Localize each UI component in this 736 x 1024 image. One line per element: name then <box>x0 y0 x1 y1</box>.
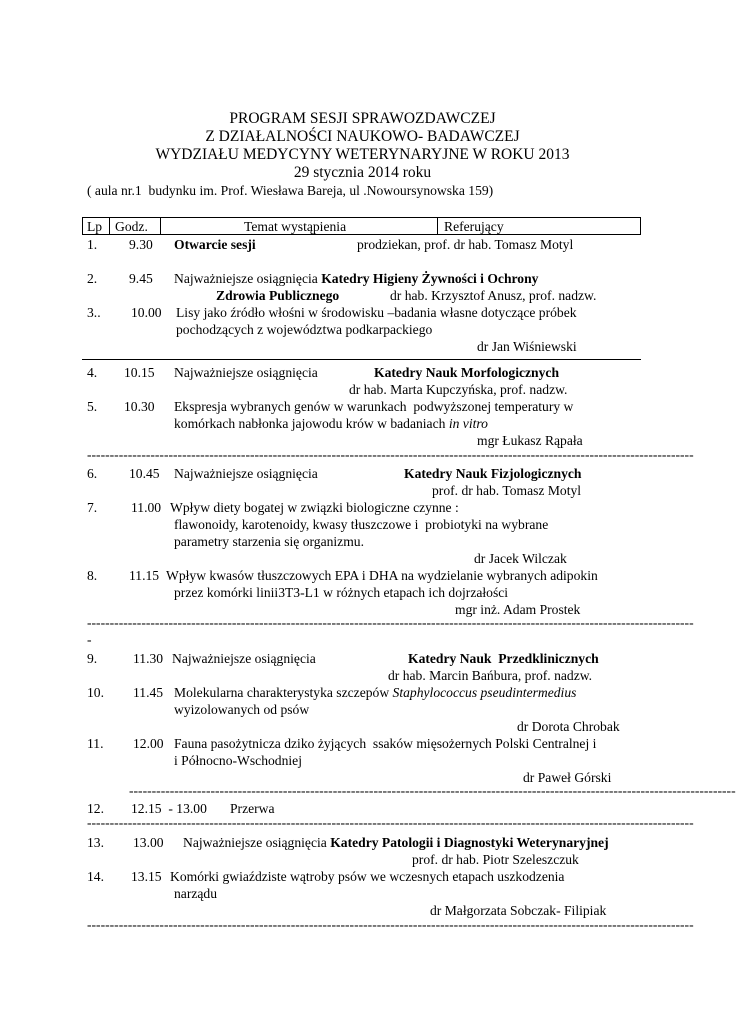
row-title-line-2: przez komórki linii3T3-L1 w różnych etapach ich dojrzałości <box>174 585 509 600</box>
row-title-prefix: Najważniejsze osiągnięcia <box>174 365 318 380</box>
row-title-line-2: flawonoidy, karotenoidy, kwasy tłuszczowe i probiotyki na wybrane <box>174 517 549 532</box>
row-title: Lisy jako źródło włośni w środowisku –badania własne dotyczące próbek <box>176 305 577 320</box>
title-line-3: WYDZIAŁU MEDYCYNY WETERYNARYJNE W ROKU 2013 <box>155 146 570 163</box>
row-title-department: Katedry Patologii i Diagnostyki Weterynaryjnej <box>330 835 609 850</box>
row-lp: 12. <box>87 801 104 816</box>
row-title: Fauna pasożytnicza dziko żyjących ssaków mięsożernych Polski Centralnej i <box>174 736 597 751</box>
row-speaker: prof. dr hab. Tomasz Motyl <box>432 483 582 498</box>
row-speaker: prodziekan, prof. dr hab. Tomasz Motyl <box>357 237 574 252</box>
row-time: 13.00 <box>133 835 164 850</box>
row-title-line-2: pochodzących z województwa podkarpackiego <box>176 322 433 337</box>
table-top-rule <box>82 217 641 218</box>
row-lp: 13. <box>87 835 104 850</box>
row-time: 13.15 <box>131 869 162 884</box>
row-time: 12.15 - 13.00 <box>131 801 207 816</box>
row-title-prefix: Najważniejsze osiągnięcia <box>174 466 318 481</box>
row-title: Komórki gwiaździste wątroby psów we wczesnych etapach uszkodzenia <box>170 869 565 884</box>
row-lp: 14. <box>87 869 104 884</box>
row-speaker: dr Paweł Górski <box>523 770 612 785</box>
header-temat: Temat wystąpienia <box>244 219 347 234</box>
break-label: Przerwa <box>230 801 275 816</box>
row-lp: 1. <box>87 237 98 252</box>
row-title-line-3: parametry starzenia się organizmu. <box>174 534 364 549</box>
row-title: Ekspresja wybranych genów w warunkach podwyższonej temperatury w <box>174 399 574 414</box>
row-title-prefix: Najważniejsze osiągnięcia <box>174 271 322 286</box>
row-speaker: mgr inż. Adam Prostek <box>455 602 581 617</box>
header-godz: Godz. <box>115 219 148 234</box>
dashed-separator: -------------------------------------------------------------------------------------------------------------------------------------- <box>87 615 694 630</box>
header-referujacy: Referujący <box>444 219 504 234</box>
row-title: Wpływ kwasów tłuszczowych EPA i DHA na wydzielanie wybranych adipokin <box>166 568 598 583</box>
table-border <box>160 217 161 234</box>
row-lp: 4. <box>87 365 98 380</box>
row-time: 9.30 <box>129 237 153 252</box>
table-header-rule <box>82 234 641 235</box>
row-speaker: dr Jacek Wilczak <box>474 551 567 566</box>
row-speaker: dr hab. Marta Kupczyńska, prof. nadzw. <box>349 382 568 397</box>
row-time: 10.45 <box>129 466 160 481</box>
row-title-department: Katedry Nauk Morfologicznych <box>374 365 560 380</box>
row-title-line-2: Zdrowia Publicznego <box>216 288 340 303</box>
dashed-separator: -------------------------------------------------------------------------------------------------------------------------------------- <box>87 447 694 462</box>
row-time: 11.15 <box>129 568 160 583</box>
row-speaker: mgr Łukasz Rąpała <box>477 433 583 448</box>
row-lp: 3.. <box>87 305 101 320</box>
session-date: 29 stycznia 2014 roku <box>293 164 432 181</box>
row-time: 11.45 <box>133 685 164 700</box>
row-title-line-2: wyizolowanych od psów <box>174 702 310 717</box>
row-title-italic: in vitro <box>448 416 488 431</box>
row-title <box>174 270 538 287</box>
row-speaker: dr hab. Marcin Bańbura, prof. nadzw. <box>388 668 593 683</box>
row-lp: 6. <box>87 466 98 481</box>
row-title-prefix: Najważniejsze osiągnięcia <box>183 835 331 850</box>
title-line-2: Z DZIAŁALNOŚCI NAUKOWO- BADAWCZEJ <box>205 128 520 145</box>
row-lp: 11. <box>87 736 104 751</box>
row-title-department: Katedry Higieny Żywności i Ochrony <box>321 271 539 286</box>
row-lp: 7. <box>87 500 98 515</box>
row-speaker: prof. dr hab. Piotr Szeleszczuk <box>412 852 579 867</box>
row-speaker: dr Dorota Chrobak <box>517 719 620 734</box>
row-title: Otwarcie sesji <box>174 237 256 252</box>
table-border <box>82 217 83 234</box>
row-time: 11.00 <box>131 500 162 515</box>
row-title-department: Katedry Nauk Fizjologicznych <box>404 466 582 481</box>
row-title-prefix: Najważniejsze osiągnięcia <box>172 651 316 666</box>
row-title-italic: Staphylococcus pseudintermedius <box>392 685 577 700</box>
row-title-line-2: narządu <box>174 886 218 901</box>
row-title: Wpływ diety bogatej w związki biologiczne czynne : <box>170 500 459 515</box>
row-lp: 2. <box>87 271 98 286</box>
row-time: 10.00 <box>131 305 162 320</box>
row-speaker: dr Jan Wiśniewski <box>477 339 577 354</box>
dashed-separator: -------------------------------------------------------------------------------------------------------------------------------------- <box>87 917 694 932</box>
row-lp: 10. <box>87 685 104 700</box>
header-lp: Lp <box>87 219 103 234</box>
title-line-1: PROGRAM SESJI SPRAWOZDAWCZEJ <box>229 110 496 127</box>
dashed-separator-tail: - <box>87 632 92 647</box>
row-title-text: komórkach nabłonka jajowodu krów w badaniach <box>174 416 449 431</box>
row-time: 11.30 <box>133 651 164 666</box>
row-lp: 9. <box>87 651 98 666</box>
row-title-line-2 <box>174 415 488 432</box>
row-lp: 8. <box>87 568 98 583</box>
row-time: 12.00 <box>133 736 164 751</box>
row-speaker: dr Małgorzata Sobczak- Filipiak <box>430 903 607 918</box>
table-border <box>437 217 438 234</box>
row-title-line-2: i Północno-Wschodniej <box>174 753 302 768</box>
row-time: 10.30 <box>124 399 155 414</box>
row-speaker: dr hab. Krzysztof Anusz, prof. nadzw. <box>390 288 597 303</box>
row-lp: 5. <box>87 399 98 414</box>
row-time: 10.15 <box>124 365 155 380</box>
row-title <box>174 684 576 701</box>
row-title-text: Molekularna charakterystyka szczepów <box>174 685 393 700</box>
table-border <box>640 217 641 234</box>
row-time: 9.45 <box>129 271 153 286</box>
table-border <box>109 217 110 234</box>
section-rule <box>82 359 641 360</box>
row-title <box>183 834 609 851</box>
dashed-separator: -------------------------------------------------------------------------------------------------------------------------------------- <box>87 815 694 830</box>
session-location: ( aula nr.1 budynku im. Prof. Wiesława Bareja, ul .Nowoursynowska 159) <box>87 183 494 198</box>
dashed-separator: -------------------------------------------------------------------------------------------------------------------------------------- <box>129 783 736 798</box>
row-title-department: Katedry Nauk Przedklinicznych <box>408 651 599 666</box>
